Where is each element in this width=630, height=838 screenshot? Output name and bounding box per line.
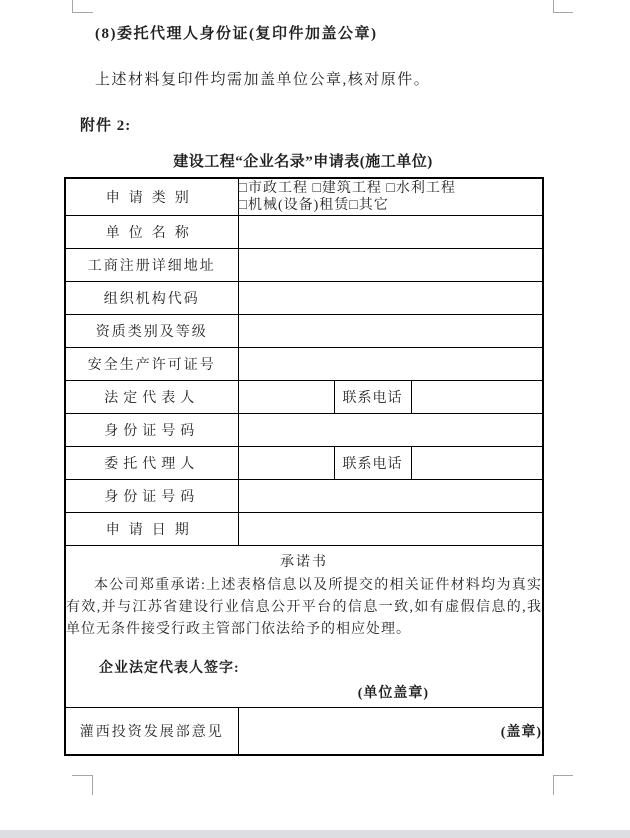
page-edge-strip — [0, 830, 630, 838]
opinion-label: 灌西投资发展部意见 — [79, 724, 224, 740]
row-label: 法定代表人 — [104, 390, 200, 406]
value-input-area[interactable] — [238, 215, 543, 248]
margin-crop-mark-bottom-right — [553, 775, 573, 795]
row-label-cell — [65, 178, 238, 215]
table-row — [65, 178, 543, 215]
promise-title: 承诺书 — [280, 554, 328, 570]
row-label: 资质类别及等级 — [95, 324, 208, 340]
value-input-area[interactable] — [238, 380, 334, 413]
table-row — [65, 479, 543, 512]
row-label: 身份证号码 — [104, 489, 200, 505]
legal-representative-signature-label: 企业法定代表人签字: — [99, 660, 240, 676]
table-row — [65, 314, 543, 347]
table-row — [65, 446, 543, 479]
row-label: 委托代理人 — [104, 456, 200, 472]
row-label-cell — [65, 314, 238, 347]
table-row — [65, 215, 543, 248]
row-label: 工商注册详细地址 — [87, 258, 216, 274]
category-options-cell[interactable] — [238, 178, 543, 215]
opinion-label-cell — [65, 707, 238, 755]
opinion-seal-area[interactable] — [238, 707, 543, 755]
value-input-area[interactable] — [238, 248, 543, 281]
row-label-cell — [65, 512, 238, 545]
row-label: 申请类别 — [105, 190, 198, 206]
form-title: 建设工程“企业名录”申请表(施工单位) — [173, 154, 433, 170]
value-input-area[interactable] — [238, 347, 543, 380]
row-sublabel: 联系电话 — [334, 380, 411, 413]
row-label: 单位名称 — [105, 225, 198, 241]
row-label-cell — [65, 446, 238, 479]
table-row — [65, 248, 543, 281]
checkbox-options-line[interactable]: □机械(设备)租赁□其它 — [238, 197, 389, 213]
table-row — [65, 380, 543, 413]
value-input-area[interactable] — [238, 479, 543, 512]
value-input-area[interactable] — [238, 512, 543, 545]
table-row — [65, 512, 543, 545]
row-label-cell — [65, 281, 238, 314]
attachment-2-label: 附件 2: — [80, 118, 132, 134]
opinion-row — [65, 707, 543, 755]
row-label-cell — [65, 413, 238, 446]
row-label-cell — [65, 248, 238, 281]
promise-cell — [65, 545, 543, 707]
unit-seal-label: (单位盖章) — [357, 685, 430, 701]
table-row — [65, 281, 543, 314]
row-label: 安全生产许可证号 — [87, 357, 216, 373]
row-label: 组织机构代码 — [103, 291, 200, 307]
margin-crop-mark-top-right — [553, 0, 573, 13]
promise-body-text: 本公司郑重承诺:上述表格信息以及所提交的相关证件材料均为真实有效,并与江苏省建设行业信息公开平台的信息一致,如有虚假信息的,我单位无条件接受行政主管部门依法给予的相应处理。 — [66, 577, 543, 637]
margin-crop-mark-bottom-left — [72, 775, 93, 795]
value-input-area[interactable] — [411, 380, 543, 413]
table-row — [65, 413, 543, 446]
row-label: 身份证号码 — [104, 423, 200, 439]
row-label-cell — [65, 215, 238, 248]
copy-seal-note: 上述材料复印件均需加盖单位公章,核对原件。 — [95, 72, 431, 88]
form-rows — [65, 178, 543, 545]
value-input-area[interactable] — [238, 314, 543, 347]
table-row — [65, 347, 543, 380]
seal-label: (盖章) — [500, 724, 543, 740]
margin-crop-mark-top-left — [72, 0, 93, 13]
value-input-area[interactable] — [238, 446, 334, 479]
row-label-cell — [65, 380, 238, 413]
value-input-area[interactable] — [411, 446, 543, 479]
value-input-area[interactable] — [238, 281, 543, 314]
value-input-area[interactable] — [238, 413, 543, 446]
checkbox-options-line[interactable]: □市政工程 □建筑工程 □水利工程 — [238, 180, 456, 196]
application-form-table — [64, 177, 544, 756]
row-label-cell — [65, 347, 238, 380]
row-label: 申请日期 — [105, 522, 198, 538]
row-sublabel: 联系电话 — [334, 446, 411, 479]
row-label-cell — [65, 479, 238, 512]
promise-row — [65, 545, 543, 707]
list-item-8-heading: (8)委托代理人身份证(复印件加盖公章) — [95, 26, 378, 42]
